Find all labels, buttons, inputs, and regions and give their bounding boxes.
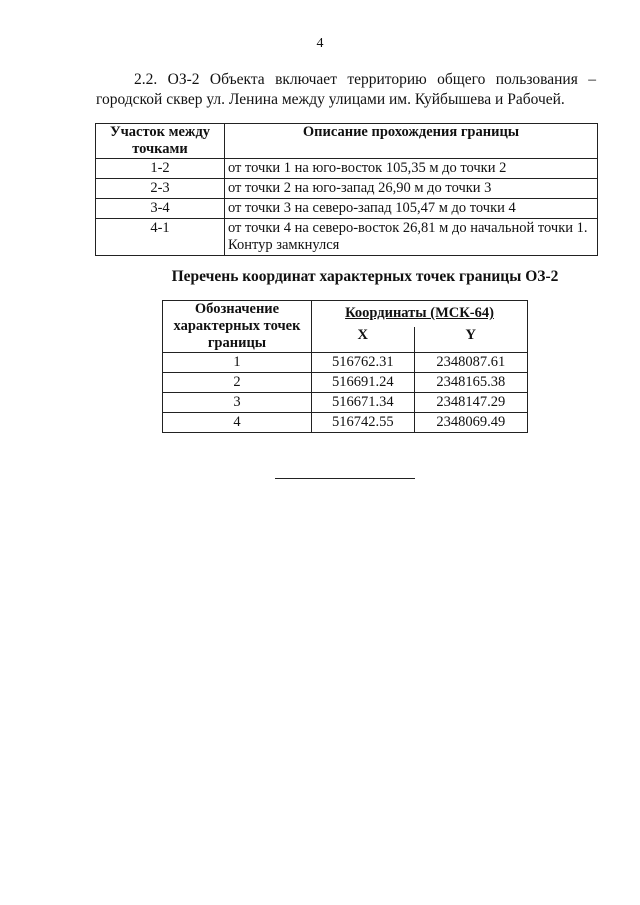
boundary-table <box>95 123 598 256</box>
boundary-table-header <box>96 124 598 159</box>
coordinates-table <box>162 300 528 433</box>
table-row <box>163 353 528 373</box>
description-cell: от точки 2 на юго-запад 26,90 м до точки 3 <box>225 179 598 199</box>
point-cell: 4 <box>163 413 312 433</box>
segment-cell: 2-3 <box>96 179 225 199</box>
description-cell: от точки 4 на северо-восток 26,81 м до начальной точки 1. Контур замкнулся <box>225 219 598 256</box>
segment-cell: 4-1 <box>96 219 225 256</box>
coords-header-row <box>163 301 528 327</box>
x-cell: 516762.31 <box>312 353 415 373</box>
y-cell: 2348165.38 <box>414 373 527 393</box>
paragraph-line-2: городской сквер ул. Ленина между улицами им. Куйбышева и Рабочей. <box>96 91 565 108</box>
header-description: Описание прохождения границы <box>225 124 598 159</box>
header-coords: Координаты (МСК-64) <box>312 301 528 327</box>
page-number: 4 <box>316 36 324 51</box>
x-cell: 516742.55 <box>312 413 415 433</box>
end-rule <box>275 478 415 479</box>
section-paragraph <box>96 70 596 110</box>
table-row <box>163 393 528 413</box>
table-row <box>96 219 598 256</box>
x-cell: 516671.34 <box>312 393 415 413</box>
segment-cell: 1-2 <box>96 159 225 179</box>
point-cell: 1 <box>163 353 312 373</box>
header-point: Обозначение характерных точек границы <box>163 301 312 353</box>
coords-heading: Перечень координат характерных точек границы ОЗ-2 <box>171 268 559 285</box>
table-row <box>96 199 598 219</box>
x-cell: 516691.24 <box>312 373 415 393</box>
segment-cell: 3-4 <box>96 199 225 219</box>
description-cell: от точки 3 на северо-запад 105,47 м до точки 4 <box>225 199 598 219</box>
table-row <box>96 179 598 199</box>
y-cell: 2348087.61 <box>414 353 527 373</box>
header-y: Y <box>414 327 527 353</box>
description-cell: от точки 1 на юго-восток 105,35 м до точки 2 <box>225 159 598 179</box>
table-row <box>96 159 598 179</box>
header-segment: Участок между точками <box>96 124 225 159</box>
table-row <box>163 413 528 433</box>
header-x: X <box>312 327 415 353</box>
y-cell: 2348069.49 <box>414 413 527 433</box>
point-cell: 2 <box>163 373 312 393</box>
paragraph-line-1: 2.2. ОЗ-2 Объекта включает территорию общего пользования – <box>134 71 596 88</box>
point-cell: 3 <box>163 393 312 413</box>
table-row <box>163 373 528 393</box>
y-cell: 2348147.29 <box>414 393 527 413</box>
